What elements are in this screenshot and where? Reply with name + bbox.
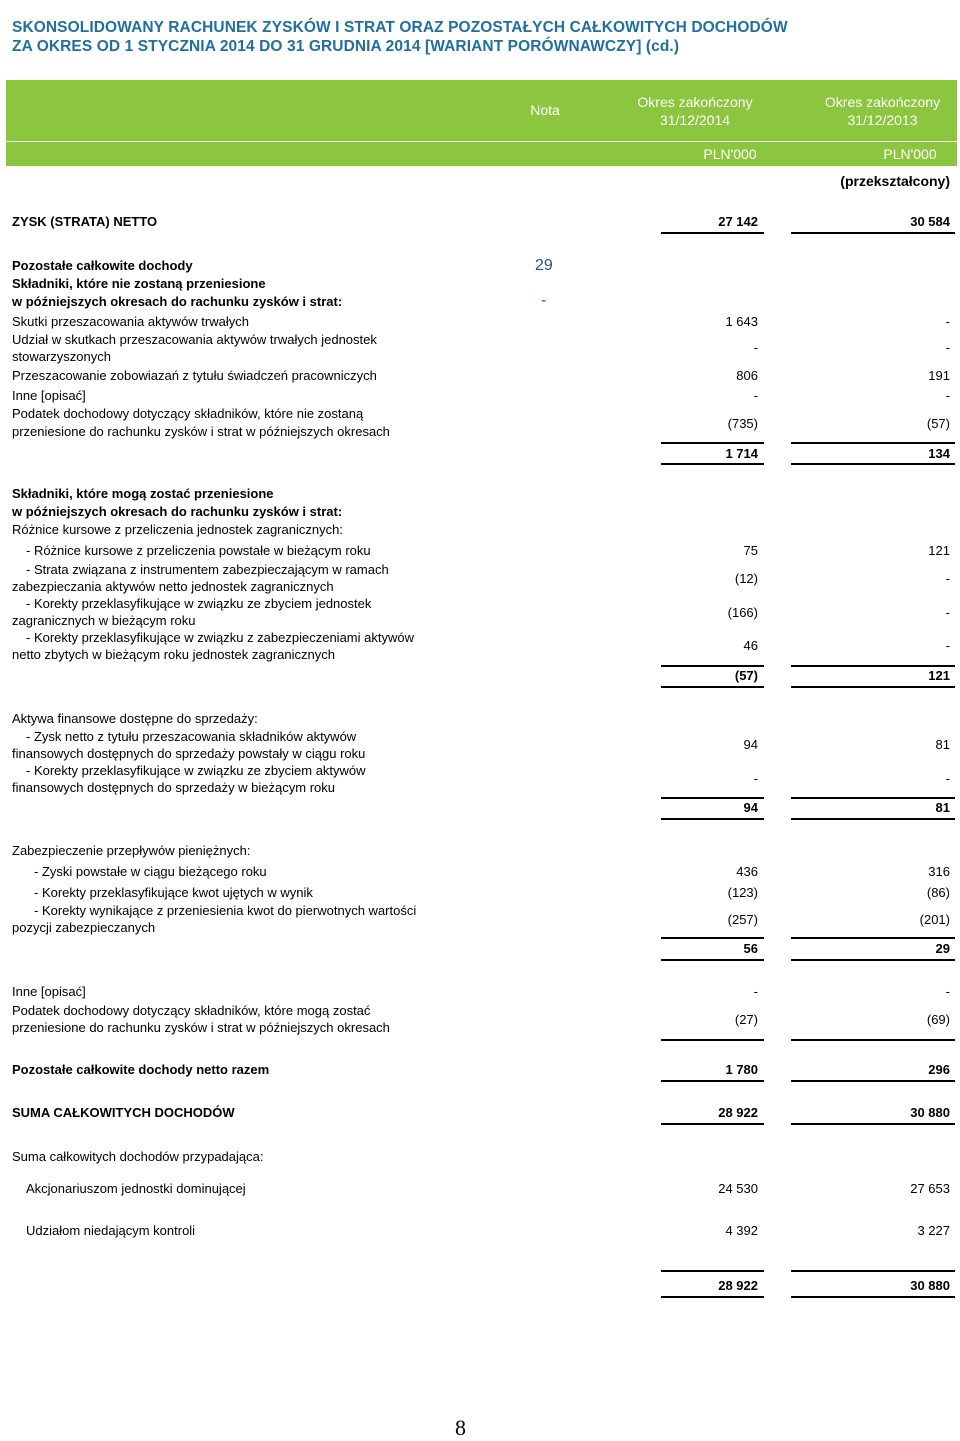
reclass-title-2: w późniejszych okresach do rachunku zysków i strat: xyxy=(12,504,343,519)
oci-title: Pozostałe całkowite dochody xyxy=(12,258,193,273)
col2-unit: PLN'000 xyxy=(883,146,937,162)
parent-2013: 27 653 xyxy=(910,1181,950,1196)
other2-2013: - xyxy=(945,984,950,999)
rule xyxy=(661,797,764,799)
non-reclass-title-1: Składniki, które nie zostaną przeniesione xyxy=(12,276,266,291)
afs1-2013: 81 xyxy=(935,737,950,752)
tax1-2014: (735) xyxy=(727,416,758,431)
other1-2013: - xyxy=(945,388,950,403)
fx2-label-2: zabezpieczania aktywów netto jednostek zagranicznych xyxy=(12,579,334,594)
col1-header-line1: Okres zakończony xyxy=(637,94,753,110)
rule xyxy=(791,937,955,939)
rule xyxy=(791,797,955,799)
rule xyxy=(661,686,764,688)
subtotal1-2013: 134 xyxy=(928,446,950,461)
rule xyxy=(661,1039,764,1041)
rule xyxy=(661,1270,764,1272)
fx2-label-1: - Strata związana z instrumentem zabezpieczającym w ramach xyxy=(26,562,389,577)
tax1-label-2: przeniesione do rachunku zysków i strat w późniejszych okresach xyxy=(12,424,390,439)
associates-2014: - xyxy=(753,340,758,355)
col1-header xyxy=(615,93,775,129)
final-total-2013: 30 880 xyxy=(910,1278,950,1293)
rule xyxy=(791,1296,955,1298)
fx-title: Różnice kursowe z przeliczenia jednostek zagranicznych: xyxy=(12,522,343,537)
col2-header-line1: Okres zakończony xyxy=(824,94,941,110)
cfh1-2013: 316 xyxy=(928,864,950,879)
tax1-2013: (57) xyxy=(926,416,950,431)
associates-label-1: Udział w skutkach przeszacowania aktywów trwałych jednostek xyxy=(12,332,377,347)
employee-2013: 191 xyxy=(928,368,950,383)
employee-label: Przeszacowanie zobowiazań z tytułu świadczeń pracowniczych xyxy=(12,368,377,383)
reclass-title-1: Składniki, które mogą zostać przeniesione xyxy=(12,486,274,501)
other2-2014: - xyxy=(753,984,758,999)
note-dash: - xyxy=(541,292,547,309)
subtotal4-2013: 29 xyxy=(935,941,950,956)
net-profit-2014: 27 142 xyxy=(718,214,758,229)
rule xyxy=(791,1123,955,1125)
tax2-label-2: przeniesione do rachunku zysków i strat w późniejszych okresach xyxy=(12,1020,390,1035)
nota-header: Nota xyxy=(530,102,560,118)
final-total-2014: 28 922 xyxy=(718,1278,758,1293)
col1-unit: PLN'000 xyxy=(703,146,757,162)
title-line-2: ZA OKRES OD 1 STYCZNIA 2014 DO 31 GRUDNIA 2014 [WARIANT PORÓWNAWCZY] (cd.) xyxy=(12,38,680,55)
header-separator xyxy=(6,141,957,142)
rule xyxy=(791,959,955,961)
fx1-2013: 121 xyxy=(928,543,950,558)
tci-2014: 28 922 xyxy=(718,1105,758,1120)
rule xyxy=(791,232,955,234)
afs1-label-2: finansowych dostępnych do sprzedaży powstały w ciągu roku xyxy=(12,746,366,761)
associates-2013: - xyxy=(945,340,950,355)
oci-total-2014: 1 780 xyxy=(725,1062,758,1077)
rule xyxy=(661,1123,764,1125)
rule xyxy=(791,1080,955,1082)
note-number: 29 xyxy=(535,257,553,274)
col1-header-line2: 31/12/2014 xyxy=(659,112,731,128)
fx1-2014: 75 xyxy=(743,543,758,558)
cfh2-2013: (86) xyxy=(926,885,950,900)
afs2-label-2: finansowych dostępnych do sprzedaży w bieżącym roku xyxy=(12,780,335,795)
oci-total-2013: 296 xyxy=(928,1062,950,1077)
associates-label-2: stowarzyszonych xyxy=(12,349,111,364)
subtotal3-2013: 81 xyxy=(935,800,950,815)
subtotal3-2014: 94 xyxy=(743,800,758,815)
fx2-2014: (12) xyxy=(734,571,758,586)
document-title xyxy=(12,18,952,56)
rule xyxy=(661,959,764,961)
other2-label: Inne [opisać] xyxy=(12,984,86,999)
tax2-label-1: Podatek dochodowy dotyczący składników, które mogą zostać xyxy=(12,1003,371,1018)
fx4-2013: - xyxy=(945,638,950,653)
cfh3-2013: (201) xyxy=(919,912,950,927)
nci-2014: 4 392 xyxy=(725,1223,758,1238)
afs2-label-1: - Korekty przeklasyfikujące w związku ze zbyciem aktywów xyxy=(26,763,366,778)
cfh1-2014: 436 xyxy=(736,864,758,879)
rule xyxy=(661,818,764,820)
afs-title: Aktywa finansowe dostępne do sprzedaży: xyxy=(12,711,258,726)
fx2-2013: - xyxy=(945,571,950,586)
attribution-title: Suma całkowitych dochodów przypadająca: xyxy=(12,1149,264,1164)
other1-label: Inne [opisać] xyxy=(12,388,86,403)
tci-label: SUMA CAŁKOWITYCH DOCHODÓW xyxy=(12,1105,235,1120)
cfh2-label: - Korekty przeklasyfikujące kwot ujętych w wynik xyxy=(34,885,313,900)
cfh3-label-2: pozycji zabezpieczanych xyxy=(12,920,156,935)
rule xyxy=(661,665,764,667)
fx3-label-1: - Korekty przeklasyfikujące w związku ze zbyciem jednostek xyxy=(26,596,372,611)
oci-total-label: Pozostałe całkowite dochody netto razem xyxy=(12,1062,270,1077)
nci-label: Udziałom niedającym kontroli xyxy=(26,1223,196,1238)
other1-2014: - xyxy=(753,388,758,403)
tax2-2014: (27) xyxy=(734,1012,758,1027)
afs2-2013: - xyxy=(945,771,950,786)
rule xyxy=(791,442,955,444)
restated-label: (przekształcony) xyxy=(840,173,950,189)
rule xyxy=(791,463,955,465)
parent-label: Akcjonariuszom jednostki dominującej xyxy=(26,1181,246,1196)
rule xyxy=(791,665,955,667)
fx1-label: - Różnice kursowe z przeliczenia powstałe w bieżącym roku xyxy=(26,543,371,558)
rule xyxy=(661,937,764,939)
afs2-2014: - xyxy=(753,771,758,786)
tax1-label-1: Podatek dochodowy dotyczący składników, które nie zostaną xyxy=(12,406,364,421)
parent-2014: 24 530 xyxy=(718,1181,758,1196)
tax2-2013: (69) xyxy=(926,1012,950,1027)
cfh3-label-1: - Korekty wynikające z przeniesienia kwot do pierwotnych wartości xyxy=(34,903,417,918)
subtotal4-2014: 56 xyxy=(743,941,758,956)
non-reclass-title-2: w późniejszych okresach do rachunku zysków i strat: xyxy=(12,294,343,309)
subtotal2-2014: (57) xyxy=(734,668,758,683)
rule xyxy=(661,232,764,234)
net-profit-2013: 30 584 xyxy=(910,214,950,229)
page-number: 8 xyxy=(455,1415,466,1440)
net-profit-label: ZYSK (STRATA) NETTO xyxy=(12,214,158,229)
fx4-label-2: netto zbytych w bieżącym roku jednostek zagranicznych xyxy=(12,647,335,662)
rule xyxy=(791,818,955,820)
col2-header-line2: 31/12/2013 xyxy=(847,112,918,128)
cfh1-label: - Zyski powstałe w ciągu bieżącego roku xyxy=(34,864,267,879)
fx4-2014: 46 xyxy=(743,638,758,653)
rule xyxy=(661,442,764,444)
rule xyxy=(791,1270,955,1272)
revaluation-2013: - xyxy=(945,314,950,329)
revaluation-label: Skutki przeszacowania aktywów trwałych xyxy=(12,314,249,329)
tci-2013: 30 880 xyxy=(910,1105,950,1120)
fx3-label-2: zagranicznych w bieżącym roku xyxy=(12,613,196,628)
afs1-2014: 94 xyxy=(743,737,758,752)
cfh-title: Zabezpieczenie przepływów pieniężnych: xyxy=(12,843,251,858)
afs1-label-1: - Zysk netto z tytułu przeszacowania składników aktywów xyxy=(26,729,357,744)
fx3-2014: (166) xyxy=(727,605,758,620)
revaluation-2014: 1 643 xyxy=(725,314,758,329)
rule xyxy=(661,463,764,465)
cfh3-2014: (257) xyxy=(727,912,758,927)
nci-2013: 3 227 xyxy=(917,1223,950,1238)
employee-2014: 806 xyxy=(736,368,758,383)
rule xyxy=(791,1039,955,1041)
subtotal2-2013: 121 xyxy=(928,668,950,683)
rule xyxy=(791,686,955,688)
fx4-label-1: - Korekty przeklasyfikujące w związku z zabezpieczeniami aktywów xyxy=(26,630,414,645)
title-line-1: SKONSOLIDOWANY RACHUNEK ZYSKÓW I STRAT ORAZ POZOSTAŁYCH CAŁKOWITYCH DOCHODÓW xyxy=(12,19,788,36)
rule xyxy=(661,1296,764,1298)
fx3-2013: - xyxy=(945,605,950,620)
rule xyxy=(661,1080,764,1082)
cfh2-2014: (123) xyxy=(727,885,758,900)
col2-header xyxy=(805,93,960,129)
subtotal1-2014: 1 714 xyxy=(725,446,758,461)
